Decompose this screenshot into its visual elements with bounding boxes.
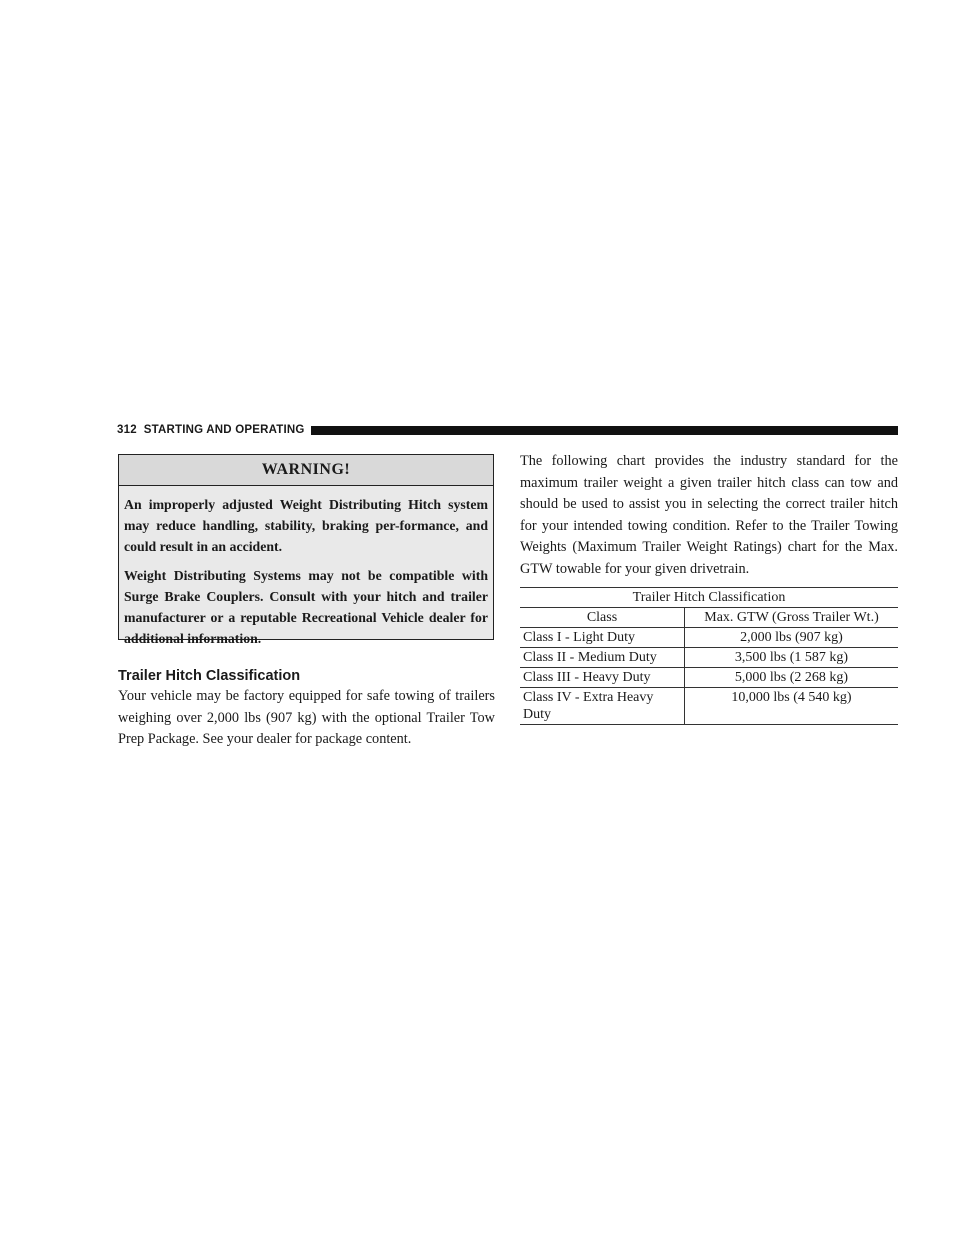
class-cell: Class I - Light Duty <box>520 628 685 648</box>
table-row <box>520 628 898 648</box>
header-rule <box>311 426 898 435</box>
warning-paragraph: An improperly adjusted Weight Distributing Hitch system may reduce handling, stability, braking per-formance, and could result in an accident. <box>124 497 488 554</box>
hitch-classification-table <box>520 587 898 725</box>
class-cell: Class IV - Extra Heavy Duty <box>520 688 685 725</box>
warning-paragraph: Weight Distributing Systems may not be compatible with Surge Brake Couplers. Consult with your hitch and trailer manufacturer or a reputable Recreational Vehicle dealer for additional information. <box>124 568 488 646</box>
gtw-cell: 2,000 lbs (907 kg) <box>685 628 899 648</box>
warning-title: WARNING! <box>119 455 493 486</box>
table-row <box>520 688 898 725</box>
gtw-cell: 10,000 lbs (4 540 kg) <box>685 688 899 725</box>
page-header <box>117 422 898 438</box>
table-caption: Trailer Hitch Classification <box>520 588 898 608</box>
column-header-gtw: Max. GTW (Gross Trailer Wt.) <box>685 608 899 628</box>
body-paragraph: Your vehicle may be factory equipped for safe towing of trailers weighing over 2,000 lbs (907 kg) with the optional Trailer Tow Prep Package. See your dealer for package content. <box>118 688 495 747</box>
table-row <box>520 668 898 688</box>
page-number: 312 <box>117 424 137 436</box>
section-heading: Trailer Hitch Classification <box>118 668 301 684</box>
class-cell: Class III - Heavy Duty <box>520 668 685 688</box>
table-row <box>520 648 898 668</box>
warning-body <box>119 486 493 649</box>
column-header-class: Class <box>520 608 685 628</box>
class-cell: Class II - Medium Duty <box>520 648 685 668</box>
gtw-cell: 3,500 lbs (1 587 kg) <box>685 648 899 668</box>
section-title: STARTING AND OPERATING <box>143 424 305 436</box>
warning-box <box>118 454 494 646</box>
body-paragraph: The following chart provides the industry standard for the maximum trailer weight a given trailer hitch class can tow and should be used to assist you in selecting the correct trailer hitch for your intended towing condition. Refer to the Trailer Towing Weights (Maximum Trailer Weight Ratings) chart for the Max. GTW towable for your given drivetrain. <box>520 453 898 577</box>
gtw-cell: 5,000 lbs (2 268 kg) <box>685 668 899 688</box>
